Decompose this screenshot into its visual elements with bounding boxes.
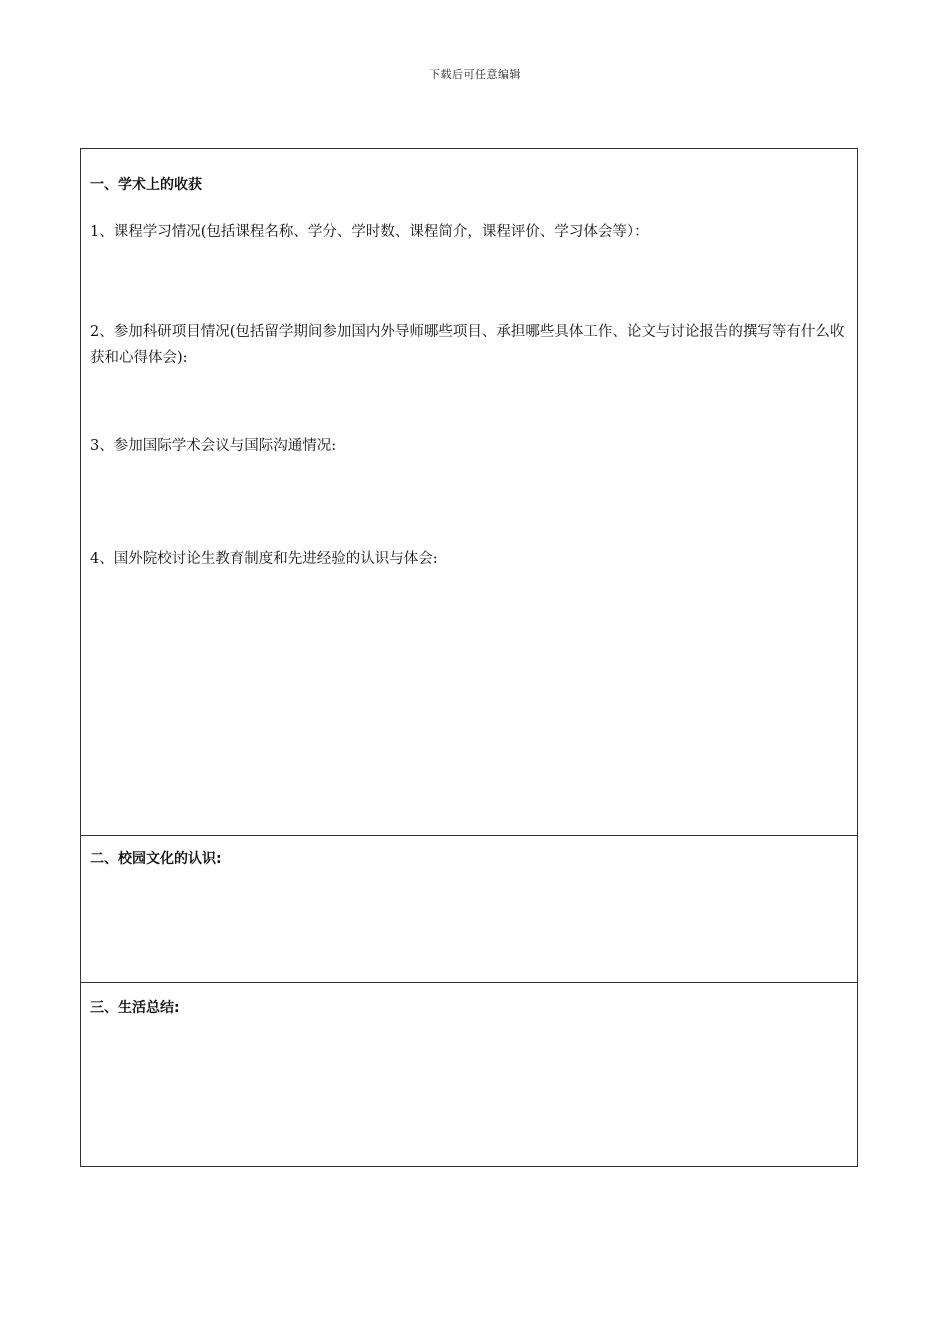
item-education-system: 4、国外院校讨论生教育制度和先进经验的认识与体会: bbox=[90, 551, 438, 567]
summary-form-table bbox=[80, 148, 858, 1167]
section-title-academic-gains: 一、学术上的收获 bbox=[90, 177, 202, 193]
header-note: 下载后可任意编辑 bbox=[429, 68, 521, 81]
section-academic-gains bbox=[81, 149, 857, 835]
section-life-summary bbox=[81, 982, 857, 1166]
section-campus-culture bbox=[81, 835, 857, 982]
item-research-projects: 2、参加科研项目情况(包括留学期间参加国内外导师哪些项目、承担哪些具体工作、论文与讨论报告的撰写等有什么收获和心得体会): bbox=[90, 324, 845, 366]
section-title-life-summary: 三、生活总结: bbox=[90, 1000, 180, 1016]
item-course-study: 1、课程学习情况(包括课程名称、学分、学时数、课程简介，课程评价、学习体会等）： bbox=[90, 224, 649, 240]
item-academic-conferences: 3、参加国际学术会议与国际沟通情况: bbox=[90, 438, 337, 454]
section-title-campus-culture: 二、校园文化的认识: bbox=[90, 851, 222, 867]
